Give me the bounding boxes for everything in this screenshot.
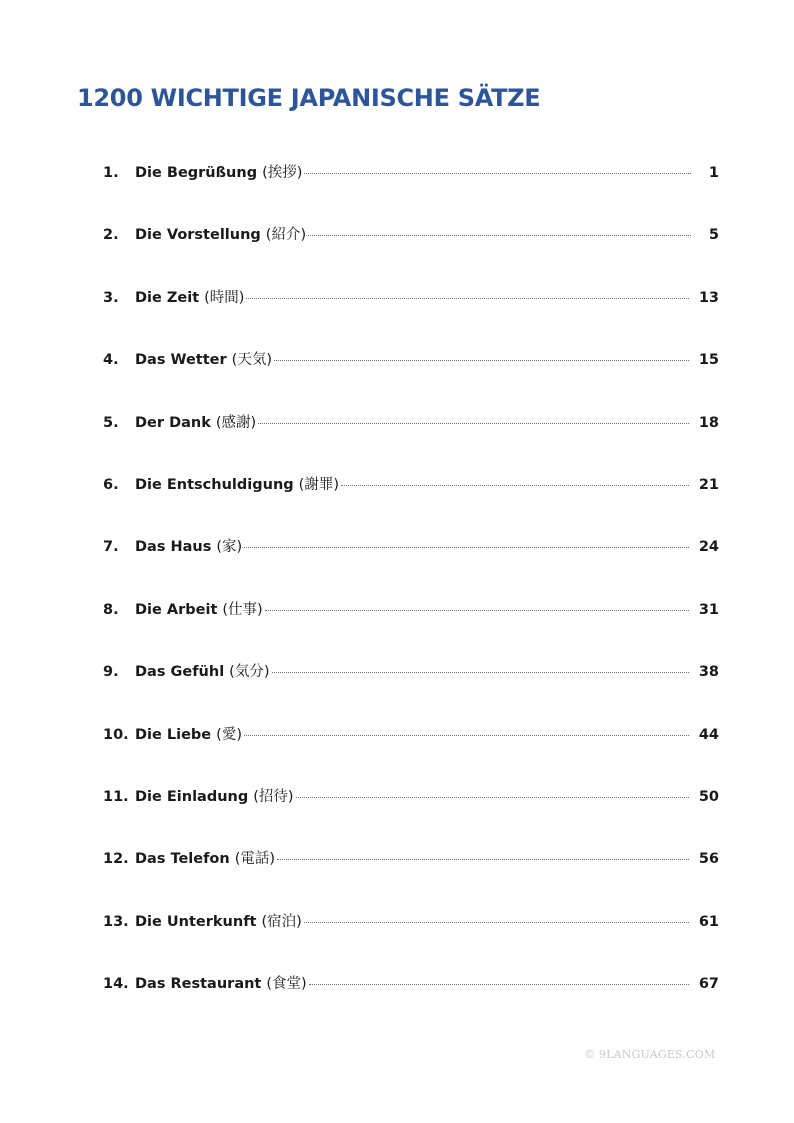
toc-entry-number: 2. xyxy=(103,227,119,244)
toc-dot-leader xyxy=(265,610,689,611)
toc-entry[interactable] xyxy=(103,222,719,284)
toc-entry[interactable] xyxy=(103,971,719,1033)
toc-entry[interactable] xyxy=(103,160,719,222)
toc-dot-leader xyxy=(309,984,689,985)
toc-dot-leader xyxy=(341,485,689,486)
toc-entry-title: Der Dank xyxy=(135,414,211,431)
toc-entry-number: 3. xyxy=(103,289,119,306)
toc-entry-page: 44 xyxy=(698,726,719,743)
toc-entry-page: 31 xyxy=(698,601,719,618)
toc-entry-kanji: (招待) xyxy=(253,788,294,805)
toc-entry-title: Die Unterkunft xyxy=(135,913,257,930)
toc-entry-kanji: (電話) xyxy=(234,851,276,868)
toc-entry[interactable] xyxy=(103,285,719,347)
toc-entry-page: 38 xyxy=(698,664,719,681)
toc-entry-title: Das Gefühl xyxy=(135,664,225,681)
toc-entry-page: 61 xyxy=(698,913,719,930)
toc-entry-number: 12. xyxy=(103,851,129,868)
table-of-contents xyxy=(103,160,719,1033)
toc-entry[interactable] xyxy=(103,909,719,971)
toc-dot-leader xyxy=(274,360,689,361)
toc-entry[interactable] xyxy=(103,347,719,409)
toc-entry-kanji: (家) xyxy=(216,539,243,556)
toc-entry-number: 8. xyxy=(103,601,119,618)
toc-entry-title: Die Liebe xyxy=(135,726,212,743)
toc-entry-number: 9. xyxy=(103,664,119,681)
toc-entry-title: Die Entschuldigung xyxy=(135,476,294,493)
page-title: 1200 WICHTIGE JAPANISCHE SÄTZE xyxy=(77,84,541,112)
toc-entry-kanji: (時間) xyxy=(204,289,245,306)
toc-entry-number: 10. xyxy=(103,726,129,743)
toc-entry-title: Das Wetter xyxy=(135,352,227,369)
toc-entry-title: Das Haus xyxy=(135,539,212,556)
toc-entry-page: 18 xyxy=(698,414,719,431)
toc-entry-title: Die Vorstellung xyxy=(135,227,261,244)
toc-dot-leader xyxy=(304,173,691,174)
toc-entry-page: 5 xyxy=(708,227,719,244)
watermark: © 9LANGUAGES.COM xyxy=(584,1048,716,1061)
toc-entry[interactable] xyxy=(103,597,719,659)
toc-dot-leader xyxy=(308,235,691,236)
toc-entry[interactable] xyxy=(103,410,719,472)
toc-entry-page: 15 xyxy=(698,352,719,369)
toc-entry[interactable] xyxy=(103,784,719,846)
toc-entry-kanji: (宿泊) xyxy=(261,913,302,930)
toc-entry-title: Das Telefon xyxy=(135,851,230,868)
toc-dot-leader xyxy=(244,547,689,548)
toc-entry-number: 14. xyxy=(103,976,129,993)
toc-dot-leader xyxy=(244,735,689,736)
toc-dot-leader xyxy=(272,672,689,673)
toc-entry-kanji: (食堂) xyxy=(266,976,307,993)
toc-entry-kanji: (挨拶) xyxy=(262,165,303,181)
toc-entry-number: 5. xyxy=(103,414,119,431)
toc-entry-title: Die Begrüßung xyxy=(135,165,258,181)
toc-entry-number: 13. xyxy=(103,913,129,930)
toc-entry-number: 6. xyxy=(103,476,119,493)
toc-entry-kanji: (感謝) xyxy=(215,414,257,431)
toc-entry-number: 1. xyxy=(103,165,119,181)
toc-entry-page: 24 xyxy=(698,539,719,556)
toc-entry-kanji: (気分) xyxy=(229,664,270,681)
toc-entry-page: 13 xyxy=(698,289,719,306)
toc-entry-number: 4. xyxy=(103,352,119,369)
toc-entry-page: 1 xyxy=(708,165,719,181)
toc-entry-title: Die Einladung xyxy=(135,788,249,805)
toc-entry-page: 50 xyxy=(698,788,719,805)
toc-entry-kanji: (天気) xyxy=(231,352,272,369)
toc-entry[interactable] xyxy=(103,534,719,596)
toc-entry[interactable] xyxy=(103,722,719,784)
toc-entry-page: 56 xyxy=(698,851,719,868)
toc-dot-leader xyxy=(246,298,688,299)
toc-entry-kanji: (仕事) xyxy=(222,601,263,618)
toc-entry-kanji: (紹介) xyxy=(265,227,307,244)
toc-dot-leader xyxy=(296,797,689,798)
toc-entry[interactable] xyxy=(103,846,719,908)
toc-entry-number: 11. xyxy=(103,788,129,805)
toc-entry-title: Die Arbeit xyxy=(135,601,218,618)
toc-entry-title: Die Zeit xyxy=(135,289,200,306)
toc-entry-kanji: (愛) xyxy=(216,726,242,743)
toc-dot-leader xyxy=(258,423,689,424)
toc-entry-title: Das Restaurant xyxy=(135,976,262,993)
toc-entry-kanji: (謝罪) xyxy=(298,476,339,493)
toc-entry[interactable] xyxy=(103,659,719,721)
toc-entry[interactable] xyxy=(103,472,719,534)
toc-entry-page: 67 xyxy=(698,976,719,993)
toc-dot-leader xyxy=(277,859,689,860)
toc-entry-page: 21 xyxy=(698,476,719,493)
toc-dot-leader xyxy=(304,922,689,923)
toc-entry-number: 7. xyxy=(103,539,119,556)
